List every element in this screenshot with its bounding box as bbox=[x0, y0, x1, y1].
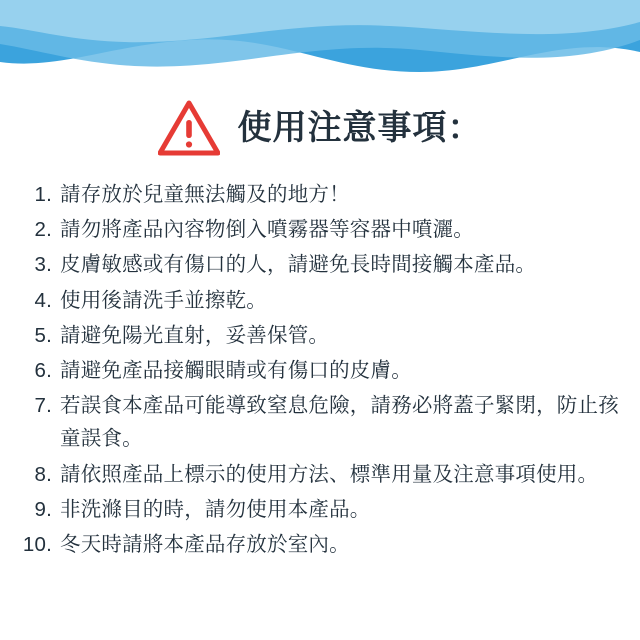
list-item bbox=[18, 284, 626, 317]
page-title-row bbox=[0, 96, 640, 160]
list-item bbox=[18, 178, 626, 211]
list-item-number: 1. bbox=[34, 183, 52, 206]
list-item-number: 7. bbox=[34, 394, 52, 418]
list-item-number: 5. bbox=[34, 323, 52, 347]
list-item-text: 請避免產品接觸眼睛或有傷口的皮膚。 bbox=[60, 359, 412, 383]
list-item-number: 8. bbox=[34, 462, 52, 486]
list-item bbox=[18, 248, 626, 281]
list-item bbox=[18, 213, 626, 246]
list-item-text: 請勿將產品內容物倒入噴霧器等容器中噴灑。 bbox=[60, 218, 474, 242]
list-item bbox=[18, 493, 626, 526]
list-item-text: 請避免陽光直射，妥善保管。 bbox=[60, 323, 330, 347]
list-item-number: 2. bbox=[34, 218, 52, 242]
list-item bbox=[18, 319, 626, 352]
notice-list bbox=[18, 178, 626, 563]
list-item bbox=[18, 354, 626, 387]
list-item bbox=[18, 458, 626, 491]
list-item-number: 9. bbox=[34, 497, 52, 521]
list-item bbox=[18, 528, 626, 561]
list-item-text: 使用後請洗手並擦乾。 bbox=[60, 288, 267, 312]
list-item-number: 4. bbox=[34, 288, 52, 312]
list-item-text: 非洗滌目的時，請勿使用本產品。 bbox=[60, 497, 371, 521]
list-item-number: 10. bbox=[22, 533, 52, 557]
list-item-text: 冬天時請將本產品存放於室內。 bbox=[60, 533, 350, 557]
list-item-text: 請存放於兒童無法觸及的地方！ bbox=[60, 183, 350, 206]
list-item-number: 3. bbox=[34, 253, 52, 277]
page-title: 使用注意事項： bbox=[237, 109, 483, 147]
list-item-text: 皮膚敏感或有傷口的人，請避免長時間接觸本產品。 bbox=[60, 253, 537, 277]
list-item-text: 若誤食本產品可能導致窒息危險，請務必將蓋子緊閉，防止孩童誤食。 bbox=[60, 394, 619, 451]
list-item-number: 6. bbox=[34, 359, 52, 383]
list-item bbox=[18, 389, 626, 455]
wave-header-decoration bbox=[0, 0, 640, 100]
list-item-text: 請依照產品上標示的使用方法、標準用量及注意事項使用。 bbox=[60, 462, 599, 486]
warning-triangle-icon bbox=[158, 100, 220, 156]
